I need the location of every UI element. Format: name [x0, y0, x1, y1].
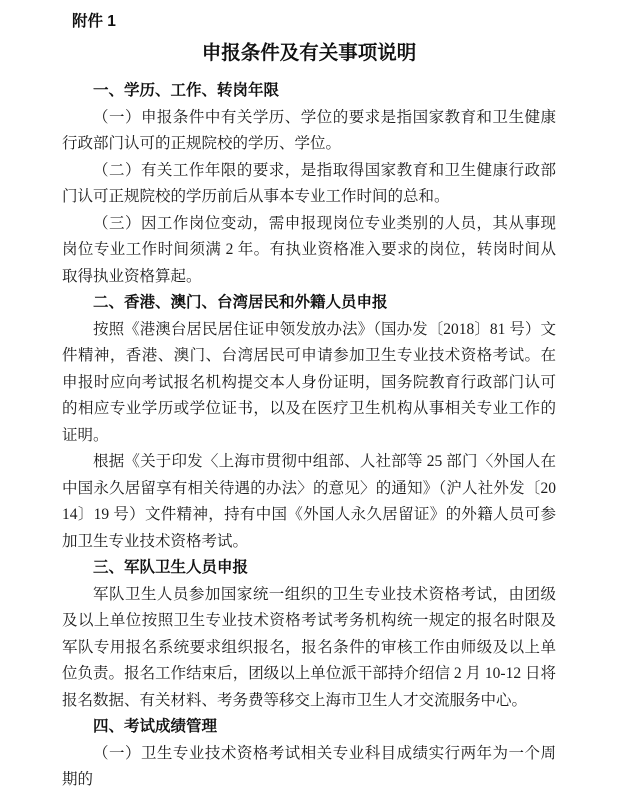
section-military-health-personnel — [62, 555, 556, 714]
section-qualification-years — [62, 78, 556, 290]
section-heading: 四、考试成绩管理 — [93, 718, 218, 735]
paragraph: （三）因工作岗位变动，需申报现岗位专业类别的人员，其从事现岗位专业工作时间须满 2 年。有执业资格准入要求的岗位，转岗时间从取得执业资格算起。 — [62, 214, 556, 285]
section-exam-score-management — [62, 714, 556, 794]
paragraph: （一）卫生专业技术资格考试相关专业科目成绩实行两年为一个周期的 — [62, 744, 556, 788]
paragraph: （二）有关工作年限的要求，是指取得国家教育和卫生健康行政部门认可正规院校的学历前后从事本专业工作时间的总和。 — [62, 161, 556, 205]
paragraph: 按照《港澳台居民居住证申领发放办法》（国办发〔2018〕81 号）文件精神，香港、澳门、台湾居民可申请参加卫生专业技术资格考试。在申报时应向考试报名机构提交本人身份证明，国务院教育行政部门认可的相应专业学历或学位证书，以及在医疗卫生机构从事相关专业工作的证明。 — [62, 320, 556, 444]
section-heading: 二、香港、澳门、台湾居民和外籍人员申报 — [93, 294, 388, 311]
paragraph: 根据《关于印发〈上海市贯彻中组部、人社部等 25 部门〈外国人在中国永久居留享有相关待遇的办法〉的意见〉的通知》（沪人社外发〔2014〕19 号）文件精神，持有中国《外国人永久居留证》的外籍人员可参加卫生专业技术资格考试。 — [62, 453, 556, 550]
document-title: 申报条件及有关事项说明 — [201, 42, 417, 64]
document-body — [62, 78, 556, 794]
attachment-label: 附件 1 — [72, 13, 116, 30]
paragraph: （一）申报条件中有关学历、学位的要求是指国家教育和卫生健康行政部门认可的正规院校的学历、学位。 — [62, 108, 556, 152]
section-heading: 三、军队卫生人员申报 — [93, 559, 249, 576]
section-heading: 一、学历、工作、转岗年限 — [93, 82, 280, 99]
section-hk-macao-taiwan-foreign — [62, 290, 556, 555]
paragraph: 军队卫生人员参加国家统一组织的卫生专业技术资格考试，由团级及以上单位按照卫生专业技术资格考试考务机构统一规定的报名时限及军队专用报名系统要求组织报名，报名条件的审核工作由师级及以上单位负责。报名工作结束后，团级以上单位派干部持介绍信 2 月 10-12 日将报名数据、有关材料、考务费等移交上海市卫生人才交流服务中心。 — [62, 585, 556, 709]
